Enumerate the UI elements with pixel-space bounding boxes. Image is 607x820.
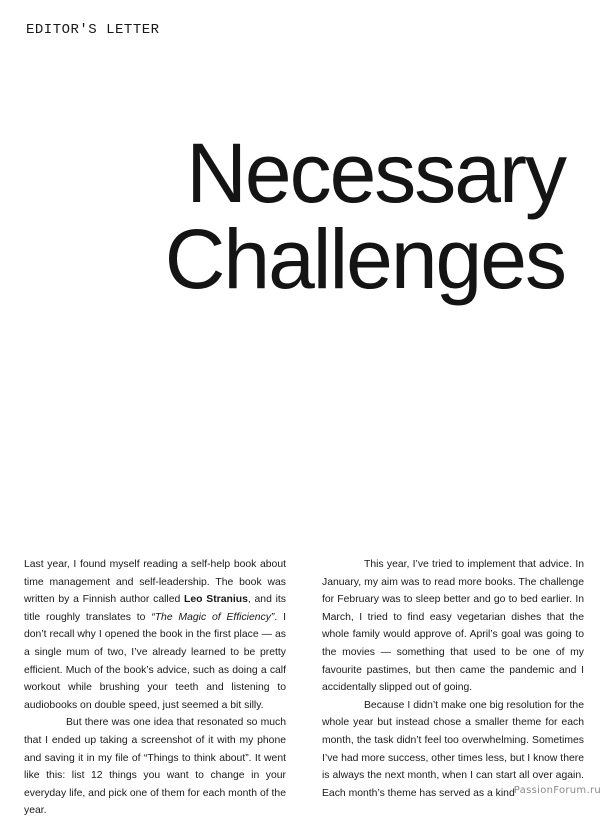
watermark: PassionForum.ru (513, 785, 601, 796)
article-column-right (322, 556, 584, 802)
section-label: EDITOR'S LETTER (26, 22, 160, 38)
headline-line-2: Challenges (164, 212, 565, 306)
paragraph-1-text-a: Last year, I found myself reading a self-help book about time management and self-leadership. The book was written by a Finnish author called (24, 559, 286, 606)
headline-line-1: Necessary (186, 126, 565, 220)
headline (164, 126, 565, 306)
article-column-left (24, 556, 286, 820)
paragraph-1-text-c: . I don’t recall why I opened the book in the first place — as a single mum of two, I’ve already learned to be pretty efficient. Much of the book’s advice, such as doing a calf workout while brushing your teeth and listening to audiobooks on double speed, just seemed a bit silly. (24, 611, 286, 711)
paragraph-1-text-b: , and its title roughly translates to (24, 594, 286, 623)
paragraph-1 (24, 556, 286, 714)
author-name: Leo Stranius (184, 594, 248, 606)
paragraph-2: But there was one idea that resonated so much that I ended up taking a screenshot of it with my phone and saving it in my file of “Things to think about”. It went like this: list 12 things you want to change in your everyday life, and pick one of them for each month of the year. (24, 717, 286, 817)
book-title: “The Magic of Efficiency” (151, 611, 275, 623)
paragraph-4: Because I didn’t make one big resolution for the whole year but instead chose a smaller theme for each month, the task didn’t feel too overwhelming. Sometimes I’ve had more success, other times less, but I know there is always the next month, when I can start all over again. Each month’s theme has served as a kind (322, 699, 584, 799)
paragraph-3: This year, I’ve tried to implement that advice. In January, my aim was to read more books. The challenge for February was to sleep better and go to bed earlier. In March, I tried to find easy vegetarian dishes that the whole family would approve of. April’s goal was going to the movies — something that used to be one of my favourite pastimes, but then came the pandemic and I accidentally slipped out of going. (322, 559, 584, 694)
